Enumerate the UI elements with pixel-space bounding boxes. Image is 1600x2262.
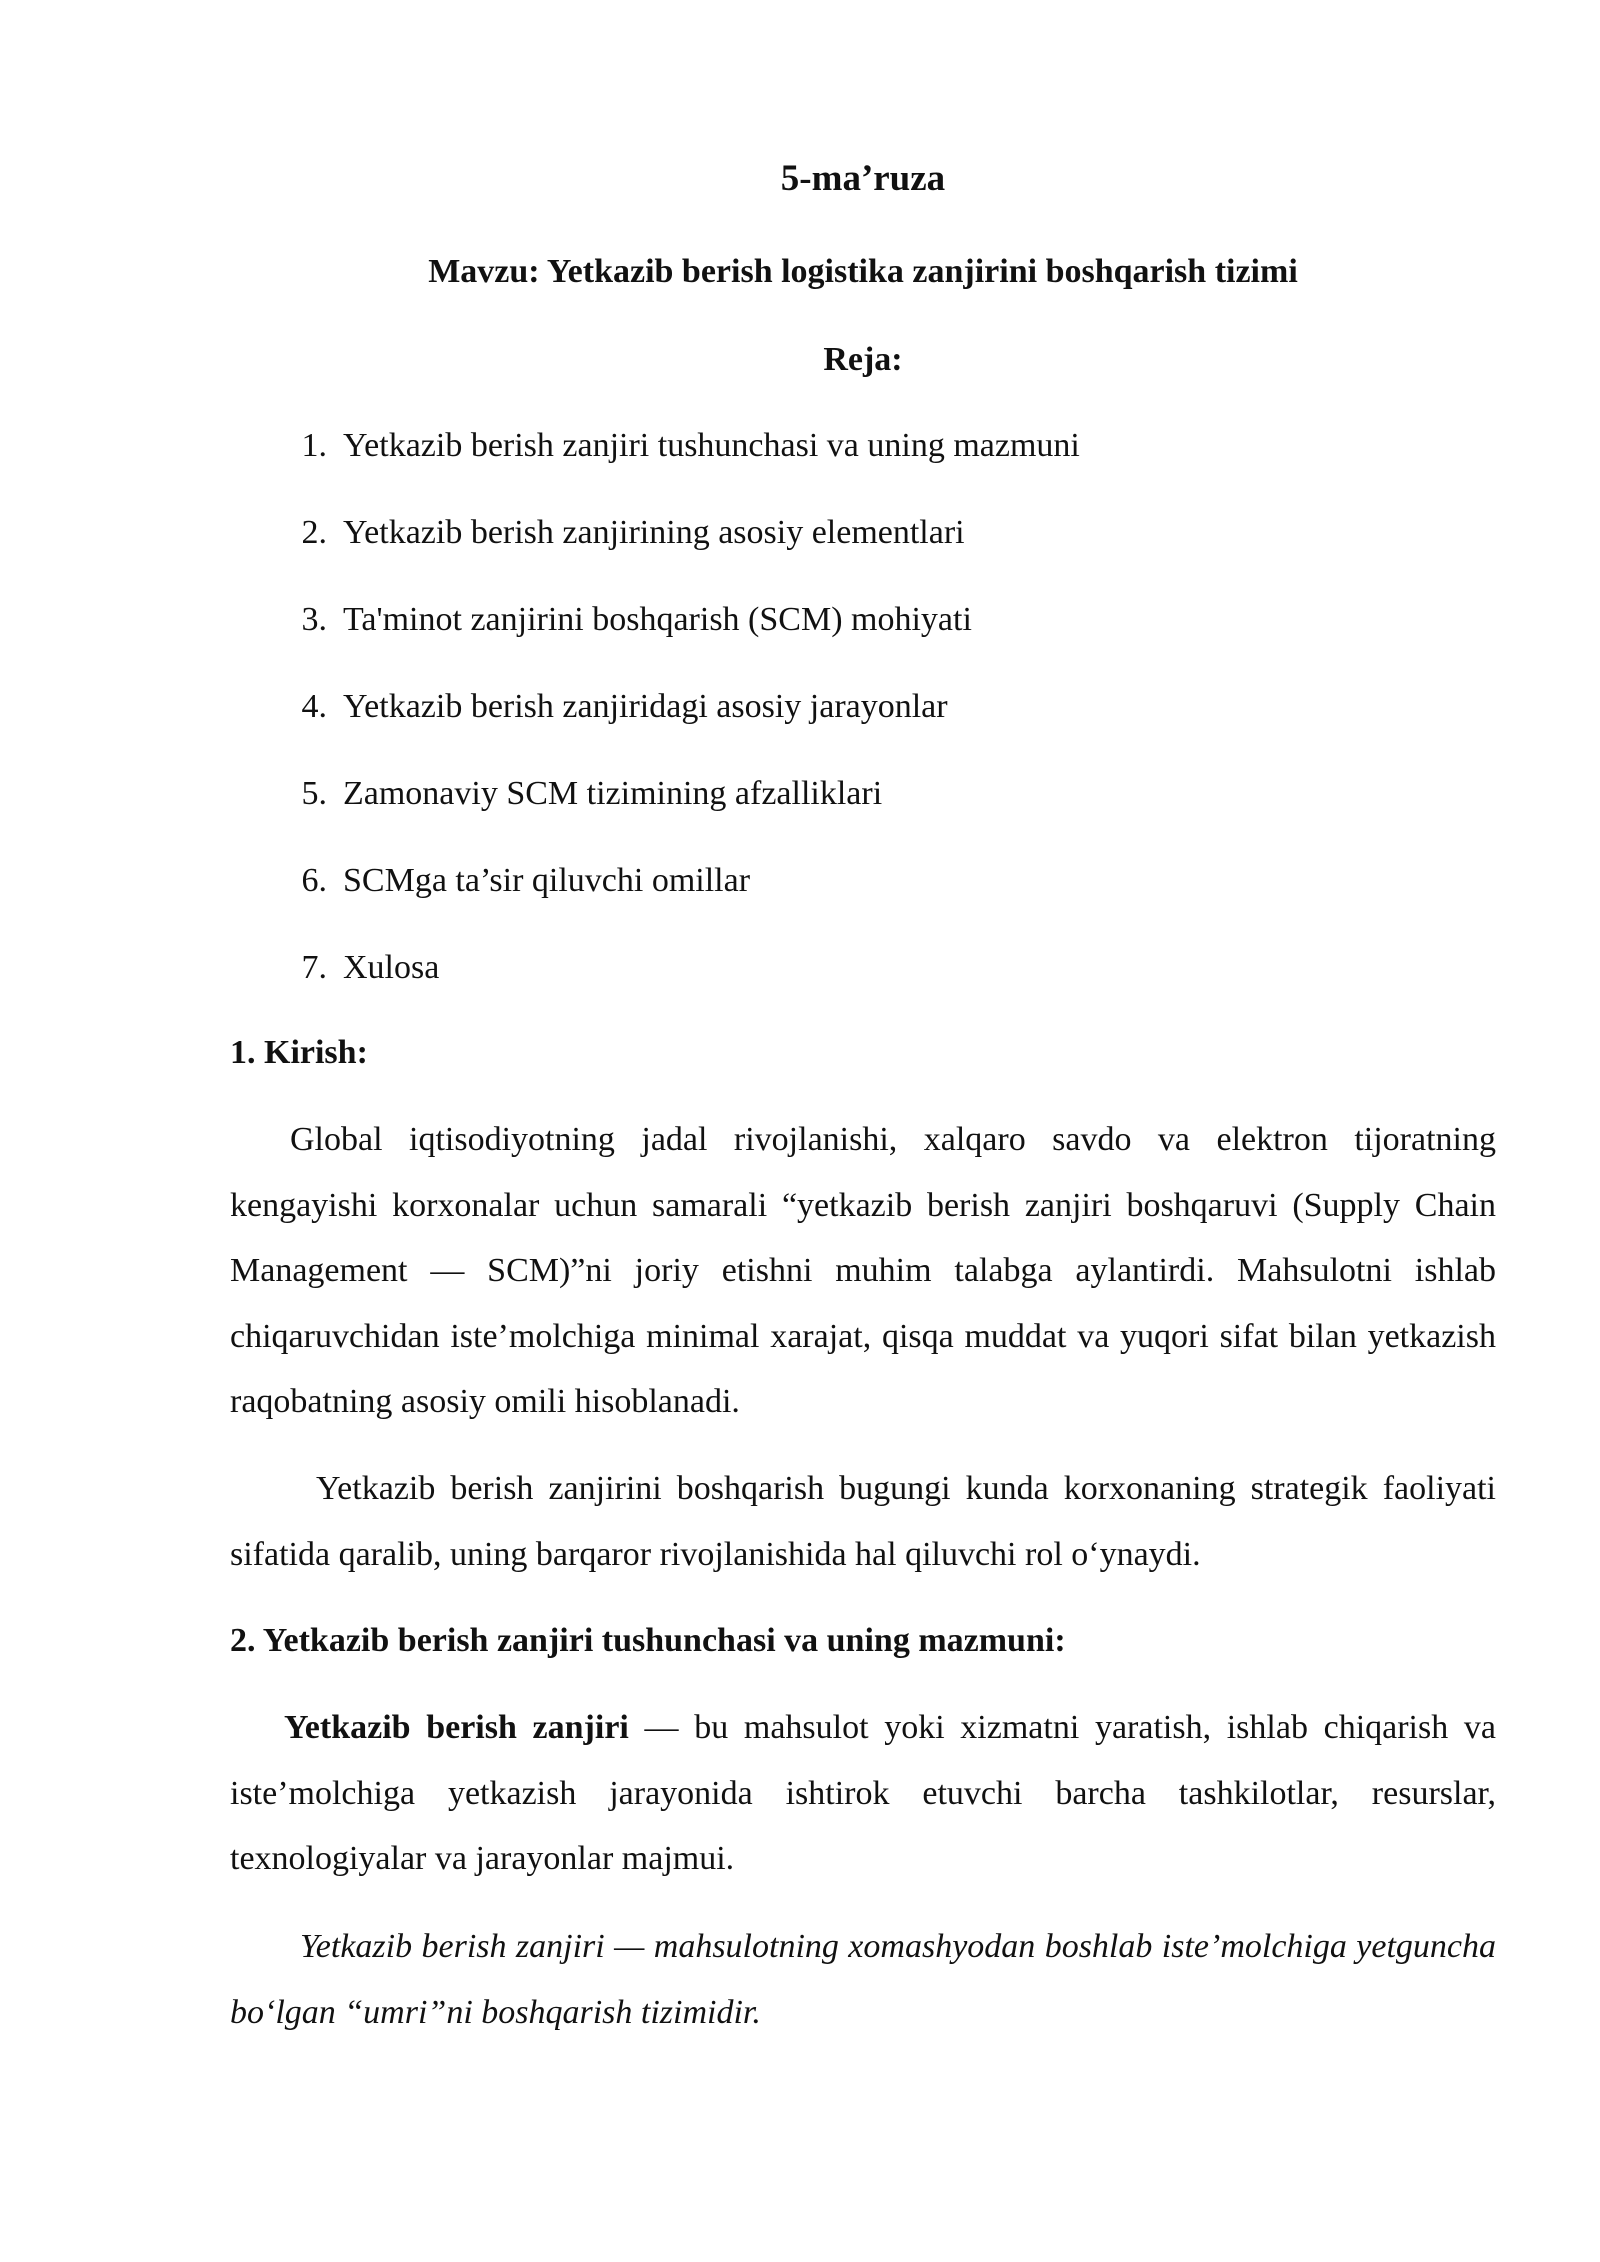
- definition-italic-paragraph: Yetkazib berish zanjiri — mahsulotning xomashyodan boshlab iste’molchiga yetguncha bo‘lgan “umri”ni boshqarish tizimidir.: [230, 1928, 1496, 2031]
- plan-item: [230, 857, 1080, 944]
- plan-item-number: 2.: [301, 514, 327, 551]
- plan-item: [230, 683, 1080, 770]
- plan-item-number: 3.: [301, 601, 327, 638]
- topic-title: Mavzu: Yetkazib berish logistika zanjirini boshqarish tizimi: [428, 253, 1298, 290]
- intro-heading: 1. Kirish:: [230, 1034, 368, 1071]
- plan-item-number: 1.: [301, 427, 327, 464]
- plan-item-text: SCMga ta’sir qiluvchi omillar: [343, 862, 751, 899]
- plan-item-number: 4.: [301, 688, 327, 725]
- plan-item-number: 6.: [301, 862, 327, 899]
- definition-term: Yetkazib berish zanjiri: [284, 1709, 629, 1746]
- intro-paragraph-1: Global iqtisodiyotning jadal rivojlanishi, xalqaro savdo va elektron tijoratning kengayishi korxonalar uchun samarali “yetkazib berish zanjiri boshqaruvi (Supply Chain Management — SCM)”ni joriy etishni muhim talabga aylantirdi. Mahsulotni ishlab chiqaruvchidan iste’molchiga minimal xarajat, qisqa muddat va yuqori sifat bilan yetkazish raqobatning asosiy omili hisoblanadi.: [230, 1121, 1496, 1420]
- plan-item-number: 5.: [301, 775, 327, 812]
- plan-item-text: Yetkazib berish zanjirining asosiy elementlari: [343, 514, 965, 551]
- plan-item-text: Xulosa: [343, 949, 440, 986]
- plan-item-text: Zamonaviy SCM tizimining afzalliklari: [343, 775, 883, 812]
- plan-item: [230, 422, 1080, 509]
- plan-item: [230, 509, 1080, 596]
- plan-item-number: 7.: [301, 949, 327, 986]
- definition-paragraph: [230, 1695, 1496, 1892]
- plan-heading: Reja:: [823, 341, 903, 378]
- plan-item: [230, 770, 1080, 857]
- plan-item: [230, 944, 1080, 1031]
- plan-item: [230, 596, 1080, 683]
- definition-text: — bu mahsulot yoki xizmatni yaratish, ishlab chiqarish va iste’molchiga yetkazish jarayonida ishtirok etuvchi barcha tashkilotlar, resurslar, texnologiyalar va jarayonlar majmui.: [230, 1709, 1496, 1877]
- concept-heading: 2. Yetkazib berish zanjiri tushunchasi va uning mazmuni:: [230, 1622, 1066, 1659]
- plan-item-text: Ta'minot zanjirini boshqarish (SCM) mohiyati: [343, 601, 972, 638]
- plan-item-text: Yetkazib berish zanjiridagi asosiy jarayonlar: [343, 688, 948, 725]
- plan-item-text: Yetkazib berish zanjiri tushunchasi va uning mazmuni: [343, 427, 1080, 464]
- plan-list: [230, 422, 1080, 1031]
- lecture-number: 5-ma’ruza: [780, 158, 946, 199]
- intro-paragraph-2: Yetkazib berish zanjirini boshqarish bugungi kunda korxonaning strategik faoliyati sifatida qaralib, uning barqaror rivojlanishida hal qiluvchi rol o‘ynaydi.: [230, 1470, 1496, 1573]
